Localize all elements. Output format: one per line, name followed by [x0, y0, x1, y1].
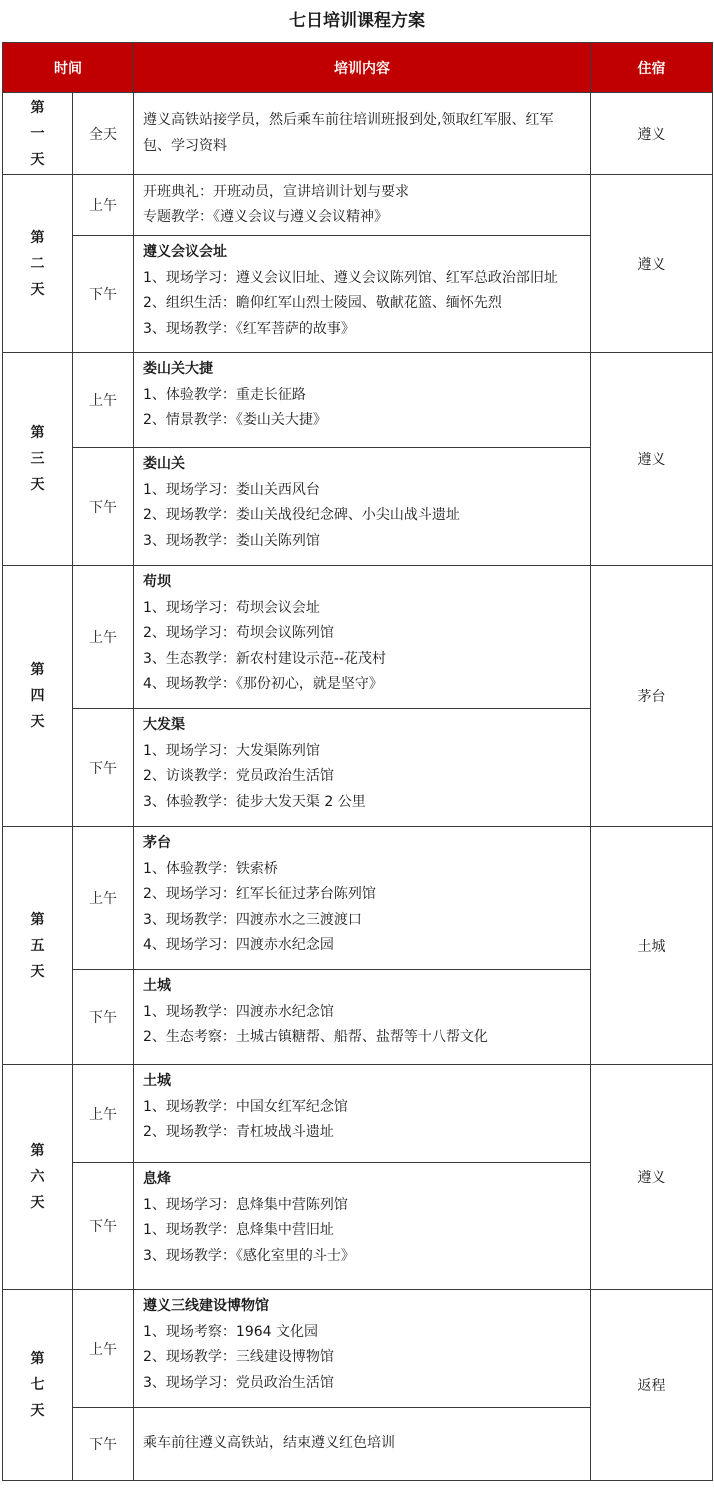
session-line: 2、现场教学：娄山关战役纪念碑、小尖山战斗遗址	[143, 507, 460, 523]
session-heading: 遵义会议会址	[143, 244, 227, 260]
session-content	[134, 236, 591, 353]
session-content	[134, 1065, 591, 1163]
session-line: 1、现场学习：遵义会议旧址、遵义会议陈列馆、红军总政治部旧址	[143, 269, 558, 286]
session-line: 乘车前往遵义高铁站，结束遵义红色培训	[143, 1435, 395, 1452]
day-label-char: 第	[30, 911, 45, 928]
stay-location: 遵义	[591, 175, 713, 353]
header-stay: 住宿	[591, 43, 713, 93]
session-line: 2、访谈教学：党员政治生活馆	[143, 768, 334, 784]
schedule-row	[3, 566, 713, 709]
session-line: 2、现场教学：三线建设博物馆	[143, 1349, 334, 1365]
session-content	[134, 709, 591, 827]
day-label	[3, 1290, 73, 1481]
session-period: 上午	[73, 566, 134, 709]
session-line: 3、现场学习：党员政治生活馆	[143, 1374, 334, 1391]
day-label-char: 第	[30, 662, 45, 678]
session-line: 遵义高铁站接学员，然后乘车前往培训班报到处,领取红军服、红军	[143, 112, 554, 128]
stay-location: 返程	[591, 1290, 713, 1481]
schedule-table	[2, 42, 713, 1481]
schedule-row	[3, 827, 713, 970]
schedule-row	[3, 1065, 713, 1163]
day-label-char: 二	[30, 255, 45, 272]
session-period: 上午	[73, 175, 134, 236]
day-label-char: 一	[30, 125, 45, 142]
session-period: 上午	[73, 827, 134, 970]
day-label	[3, 93, 73, 175]
session-content	[134, 93, 591, 175]
day-label-char: 五	[30, 937, 45, 954]
day-label-char: 第	[30, 229, 45, 246]
session-period: 全天	[73, 93, 134, 175]
session-line: 2、现场教学：青杠坡战斗遗址	[143, 1124, 334, 1140]
session-line: 4、现场学习：四渡赤水纪念园	[143, 937, 334, 953]
day-label-char: 天	[30, 1195, 45, 1211]
session-period: 下午	[73, 448, 134, 566]
session-heading: 大发渠	[143, 717, 185, 733]
session-line: 1、现场学习：苟坝会议会址	[143, 599, 320, 616]
session-line: 3、现场教学：四渡赤水之三渡渡口	[143, 911, 362, 928]
session-line: 2、现场学习：红军长征过茅台陈列馆	[143, 886, 376, 902]
day-label-char: 七	[30, 1377, 45, 1393]
session-content	[134, 353, 591, 448]
session-line: 包、学习资料	[143, 137, 227, 154]
session-line: 2、现场学习：苟坝会议陈列馆	[143, 625, 334, 641]
session-content	[134, 1290, 591, 1408]
session-line: 专题教学：《遵义会议与遵义会议精神》	[143, 209, 388, 225]
session-line: 1、现场教学：中国女红军纪念馆	[143, 1098, 348, 1115]
session-line: 3、现场教学：《红军菩萨的故事》	[143, 320, 355, 337]
session-line: 1、现场教学：息烽集中营旧址	[143, 1222, 334, 1238]
session-line: 1、体验教学：铁索桥	[143, 860, 278, 877]
session-period: 下午	[73, 970, 134, 1065]
day-label	[3, 827, 73, 1065]
session-heading: 苟坝	[143, 574, 171, 590]
session-line: 开班典礼：开班动员，宣讲培训计划与要求	[143, 183, 409, 200]
session-heading: 茅台	[143, 835, 171, 851]
schedule-row	[3, 175, 713, 236]
session-period: 下午	[73, 709, 134, 827]
session-heading: 土城	[143, 978, 171, 994]
session-heading: 遵义三线建设博物馆	[143, 1298, 269, 1314]
session-period: 上午	[73, 1290, 134, 1408]
day-label-char: 第	[30, 99, 45, 116]
stay-location: 遵义	[591, 1065, 713, 1290]
stay-location: 遵义	[591, 353, 713, 566]
session-period: 下午	[73, 1408, 134, 1481]
header-content: 培训内容	[134, 43, 591, 93]
session-line: 2、情景教学：《娄山关大捷》	[143, 412, 327, 428]
session-line: 4、现场教学：《那份初心，就是坚守》	[143, 676, 383, 692]
day-label-char: 天	[30, 281, 45, 298]
day-label-char: 六	[30, 1169, 45, 1185]
session-content	[134, 566, 591, 709]
day-label-char: 三	[30, 451, 45, 467]
day-label-char: 第	[30, 1351, 45, 1367]
day-label-char: 第	[30, 1143, 45, 1159]
day-label	[3, 353, 73, 566]
session-line: 3、现场教学：娄山关陈列馆	[143, 532, 320, 549]
day-label	[3, 175, 73, 353]
session-line: 2、生态考察：土城古镇糖帮、船帮、盐帮等十八帮文化	[143, 1029, 488, 1045]
session-line: 1、现场学习：娄山关西风台	[143, 481, 320, 498]
session-content	[134, 1163, 591, 1290]
session-line: 1、体验教学：重走长征路	[143, 386, 306, 403]
session-content	[134, 448, 591, 566]
session-line: 3、生态教学：新农村建设示范--花茂村	[143, 650, 387, 667]
day-label	[3, 566, 73, 827]
session-content	[134, 970, 591, 1065]
day-label-char: 天	[30, 963, 45, 980]
schedule-row	[3, 1290, 713, 1408]
session-heading: 土城	[143, 1073, 171, 1089]
session-line: 2、组织生活：瞻仰红军山烈士陵园、敬献花篮、缅怀先烈	[143, 295, 502, 311]
session-period: 下午	[73, 236, 134, 353]
session-line: 1、现场学习：息烽集中营陈列馆	[143, 1196, 348, 1213]
schedule-row	[3, 353, 713, 448]
schedule-body	[3, 93, 713, 1481]
session-line: 1、现场教学：四渡赤水纪念馆	[143, 1003, 334, 1020]
schedule-row	[3, 93, 713, 175]
day-label-char: 第	[30, 425, 45, 441]
day-label-char: 天	[30, 151, 45, 168]
session-period: 上午	[73, 353, 134, 448]
day-label-char: 天	[30, 714, 45, 730]
session-heading: 息烽	[143, 1171, 171, 1187]
day-label	[3, 1065, 73, 1290]
header-time: 时间	[3, 43, 134, 93]
day-label-char: 天	[30, 1403, 45, 1419]
session-heading: 娄山关	[143, 456, 185, 472]
stay-location: 土城	[591, 827, 713, 1065]
session-heading: 娄山关大捷	[143, 361, 213, 377]
page-title: 七日培训课程方案	[289, 11, 425, 31]
session-line: 3、体验教学：徒步大发天渠 2 公里	[143, 793, 366, 810]
header-row	[3, 43, 713, 93]
session-content	[134, 827, 591, 970]
day-label-char: 四	[30, 688, 45, 704]
session-content	[134, 1408, 591, 1481]
stay-location: 遵义	[591, 93, 713, 175]
session-period: 下午	[73, 1163, 134, 1290]
session-line: 3、现场教学：《感化室里的斗士》	[143, 1247, 355, 1264]
stay-location: 茅台	[591, 566, 713, 827]
session-period: 上午	[73, 1065, 134, 1163]
session-line: 1、现场学习：大发渠陈列馆	[143, 742, 320, 759]
session-content	[134, 175, 591, 236]
day-label-char: 天	[30, 477, 45, 493]
session-line: 1、现场考察：1964 文化园	[143, 1323, 318, 1340]
